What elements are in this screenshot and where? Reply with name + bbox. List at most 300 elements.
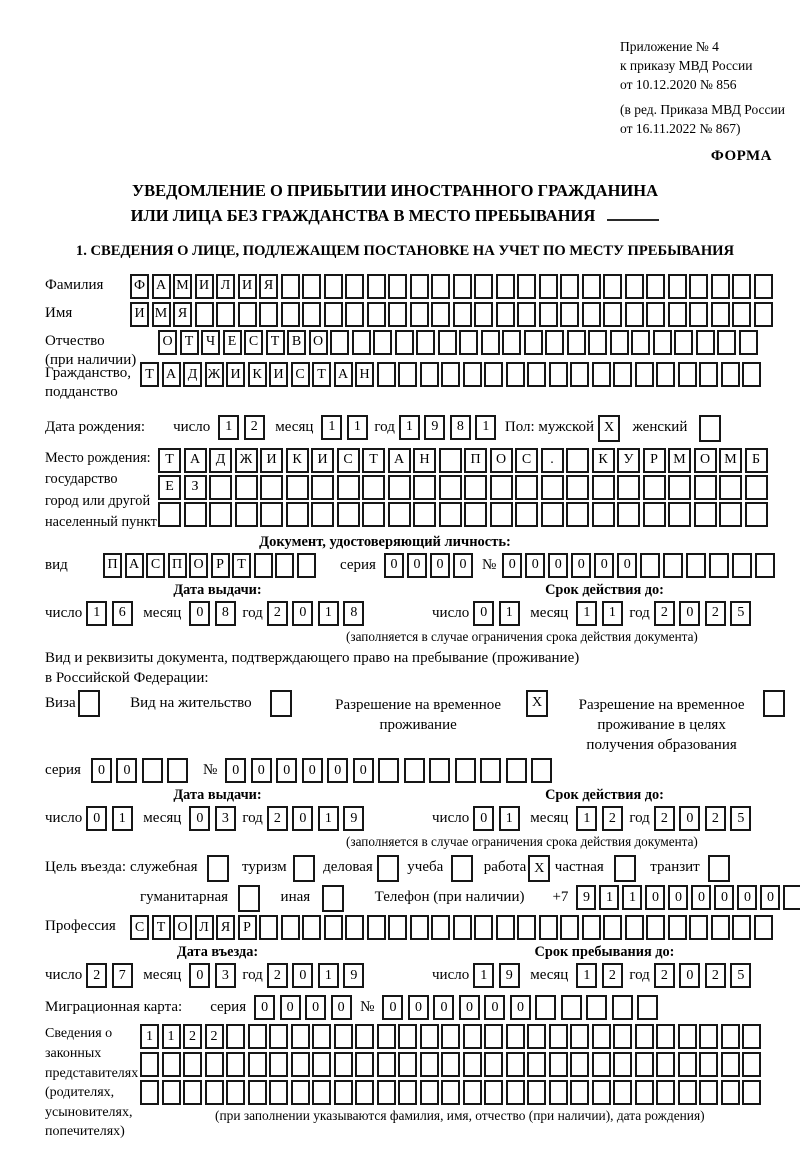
char-cell[interactable] (184, 502, 207, 527)
char-cell[interactable] (635, 1024, 654, 1049)
char-cell[interactable]: Н (413, 448, 436, 473)
char-cell[interactable] (674, 330, 693, 355)
char-cell[interactable] (269, 1052, 288, 1077)
char-cell[interactable] (195, 302, 214, 327)
char-cell[interactable]: 0 (502, 553, 522, 578)
char-cell[interactable] (334, 1024, 353, 1049)
char-cell[interactable] (464, 475, 487, 500)
char-cell[interactable] (324, 915, 343, 940)
char-cell[interactable]: 0 (189, 601, 210, 626)
char-cell[interactable]: А (152, 274, 171, 299)
char-cell[interactable]: Б (745, 448, 768, 473)
char-cell[interactable] (324, 302, 343, 327)
char-cell[interactable] (362, 502, 385, 527)
char-cell[interactable] (275, 553, 294, 578)
char-cell[interactable] (441, 362, 460, 387)
char-cell[interactable] (302, 915, 321, 940)
char-cell[interactable] (286, 475, 309, 500)
char-cell[interactable] (413, 502, 436, 527)
char-cell[interactable]: 0 (484, 995, 505, 1020)
char-cell[interactable] (625, 915, 644, 940)
char-cell[interactable] (549, 1052, 568, 1077)
char-cell[interactable] (582, 302, 601, 327)
char-cell[interactable]: С (515, 448, 538, 473)
char-cell[interactable] (439, 448, 462, 473)
char-cell[interactable]: Я (259, 274, 278, 299)
char-cell[interactable]: X (528, 855, 550, 882)
char-cell[interactable] (431, 302, 450, 327)
char-cell[interactable]: 1 (475, 415, 496, 440)
char-cell[interactable]: 9 (343, 963, 364, 988)
char-cell[interactable] (490, 502, 513, 527)
char-cell[interactable] (209, 475, 232, 500)
char-cell[interactable]: 9 (576, 885, 596, 910)
char-cell[interactable] (140, 1080, 159, 1105)
char-cell[interactable] (524, 330, 543, 355)
char-cell[interactable] (451, 855, 473, 882)
char-cell[interactable]: 0 (382, 995, 403, 1020)
char-cell[interactable] (527, 362, 546, 387)
char-cell[interactable] (431, 915, 450, 940)
char-cell[interactable]: 0 (617, 553, 637, 578)
char-cell[interactable] (745, 502, 768, 527)
char-cell[interactable]: 2 (205, 1024, 224, 1049)
char-cell[interactable] (719, 475, 742, 500)
char-cell[interactable] (588, 330, 607, 355)
char-cell[interactable] (254, 553, 273, 578)
char-cell[interactable]: К (248, 362, 267, 387)
char-cell[interactable] (539, 274, 558, 299)
char-cell[interactable]: 2 (267, 601, 288, 626)
char-cell[interactable] (142, 758, 163, 783)
char-cell[interactable]: 2 (86, 963, 107, 988)
char-cell[interactable]: 0 (407, 553, 427, 578)
char-cell[interactable] (612, 995, 633, 1020)
char-cell[interactable] (617, 502, 640, 527)
char-cell[interactable] (259, 302, 278, 327)
char-cell[interactable] (281, 915, 300, 940)
char-cell[interactable]: 1 (602, 601, 623, 626)
char-cell[interactable] (567, 330, 586, 355)
char-cell[interactable] (668, 475, 691, 500)
char-cell[interactable]: Т (158, 448, 181, 473)
char-cell[interactable] (302, 302, 321, 327)
char-cell[interactable]: 0 (714, 885, 734, 910)
char-cell[interactable] (517, 302, 536, 327)
char-cell[interactable]: 8 (343, 601, 364, 626)
char-cell[interactable] (506, 362, 525, 387)
char-cell[interactable] (635, 362, 654, 387)
char-cell[interactable] (291, 1080, 310, 1105)
char-cell[interactable]: 0 (189, 806, 210, 831)
char-cell[interactable]: Ф (130, 274, 149, 299)
char-cell[interactable]: И (195, 274, 214, 299)
char-cell[interactable] (420, 1052, 439, 1077)
char-cell[interactable]: 0 (645, 885, 665, 910)
char-cell[interactable]: 0 (594, 553, 614, 578)
char-cell[interactable] (377, 1080, 396, 1105)
char-cell[interactable] (783, 885, 800, 910)
char-cell[interactable] (668, 302, 687, 327)
char-cell[interactable]: 0 (737, 885, 757, 910)
char-cell[interactable] (439, 475, 462, 500)
char-cell[interactable]: 1 (162, 1024, 181, 1049)
char-cell[interactable]: 0 (459, 995, 480, 1020)
char-cell[interactable] (561, 995, 582, 1020)
char-cell[interactable]: Р (238, 915, 257, 940)
char-cell[interactable]: 0 (525, 553, 545, 578)
char-cell[interactable] (78, 690, 100, 717)
char-cell[interactable]: 0 (760, 885, 780, 910)
char-cell[interactable]: М (719, 448, 742, 473)
char-cell[interactable] (463, 1052, 482, 1077)
char-cell[interactable]: 0 (430, 553, 450, 578)
char-cell[interactable]: О (694, 448, 717, 473)
char-cell[interactable] (635, 1080, 654, 1105)
char-cell[interactable] (459, 330, 478, 355)
char-cell[interactable] (689, 915, 708, 940)
char-cell[interactable]: 0 (254, 995, 275, 1020)
char-cell[interactable]: 1 (576, 601, 597, 626)
char-cell[interactable] (502, 330, 521, 355)
char-cell[interactable] (699, 415, 721, 442)
char-cell[interactable] (312, 1024, 331, 1049)
char-cell[interactable]: 0 (353, 758, 374, 783)
char-cell[interactable] (238, 302, 257, 327)
char-cell[interactable]: З (184, 475, 207, 500)
char-cell[interactable] (183, 1080, 202, 1105)
char-cell[interactable]: X (526, 690, 548, 717)
char-cell[interactable]: 2 (602, 806, 623, 831)
char-cell[interactable]: 9 (343, 806, 364, 831)
char-cell[interactable]: О (189, 553, 208, 578)
char-cell[interactable]: 1 (599, 885, 619, 910)
char-cell[interactable] (235, 502, 258, 527)
char-cell[interactable] (311, 502, 334, 527)
char-cell[interactable] (235, 475, 258, 500)
char-cell[interactable] (668, 502, 691, 527)
char-cell[interactable]: Ч (201, 330, 220, 355)
char-cell[interactable] (162, 1080, 181, 1105)
char-cell[interactable] (416, 330, 435, 355)
char-cell[interactable] (592, 1052, 611, 1077)
char-cell[interactable] (527, 1080, 546, 1105)
char-cell[interactable] (678, 1024, 697, 1049)
char-cell[interactable] (527, 1052, 546, 1077)
char-cell[interactable] (474, 274, 493, 299)
char-cell[interactable]: 1 (473, 963, 494, 988)
char-cell[interactable] (207, 855, 229, 882)
char-cell[interactable]: К (592, 448, 615, 473)
char-cell[interactable] (453, 302, 472, 327)
char-cell[interactable]: 0 (327, 758, 348, 783)
char-cell[interactable]: 0 (691, 885, 711, 910)
char-cell[interactable] (541, 475, 564, 500)
char-cell[interactable]: В (287, 330, 306, 355)
char-cell[interactable] (420, 1080, 439, 1105)
char-cell[interactable] (484, 1052, 503, 1077)
char-cell[interactable] (248, 1024, 267, 1049)
char-cell[interactable]: X (598, 415, 620, 442)
char-cell[interactable] (711, 302, 730, 327)
char-cell[interactable]: 0 (668, 885, 688, 910)
char-cell[interactable]: 3 (215, 806, 236, 831)
char-cell[interactable] (570, 1024, 589, 1049)
char-cell[interactable]: О (309, 330, 328, 355)
char-cell[interactable]: С (146, 553, 165, 578)
char-cell[interactable]: 1 (399, 415, 420, 440)
char-cell[interactable]: Е (223, 330, 242, 355)
char-cell[interactable] (205, 1080, 224, 1105)
char-cell[interactable] (689, 274, 708, 299)
char-cell[interactable]: Т (232, 553, 251, 578)
char-cell[interactable] (539, 915, 558, 940)
char-cell[interactable] (377, 1052, 396, 1077)
char-cell[interactable] (506, 758, 527, 783)
char-cell[interactable]: 0 (473, 601, 494, 626)
char-cell[interactable] (721, 362, 740, 387)
char-cell[interactable] (541, 502, 564, 527)
char-cell[interactable] (610, 330, 629, 355)
char-cell[interactable]: М (668, 448, 691, 473)
char-cell[interactable]: 0 (571, 553, 591, 578)
char-cell[interactable] (439, 502, 462, 527)
char-cell[interactable] (463, 362, 482, 387)
char-cell[interactable]: Д (209, 448, 232, 473)
char-cell[interactable]: Я (173, 302, 192, 327)
char-cell[interactable] (398, 1024, 417, 1049)
char-cell[interactable]: И (238, 274, 257, 299)
char-cell[interactable]: 0 (292, 806, 313, 831)
char-cell[interactable] (617, 475, 640, 500)
char-cell[interactable] (592, 362, 611, 387)
char-cell[interactable]: 2 (705, 806, 726, 831)
char-cell[interactable] (755, 553, 775, 578)
char-cell[interactable] (226, 1024, 245, 1049)
char-cell[interactable] (162, 1052, 181, 1077)
char-cell[interactable]: 1 (576, 963, 597, 988)
char-cell[interactable] (742, 1080, 761, 1105)
char-cell[interactable] (656, 1080, 675, 1105)
char-cell[interactable]: У (617, 448, 640, 473)
char-cell[interactable] (566, 475, 589, 500)
char-cell[interactable] (248, 1052, 267, 1077)
char-cell[interactable] (260, 502, 283, 527)
char-cell[interactable]: 9 (424, 415, 445, 440)
char-cell[interactable] (689, 302, 708, 327)
char-cell[interactable]: 2 (244, 415, 265, 440)
char-cell[interactable]: 0 (292, 963, 313, 988)
char-cell[interactable] (754, 302, 773, 327)
char-cell[interactable]: А (388, 448, 411, 473)
char-cell[interactable] (259, 915, 278, 940)
char-cell[interactable]: 0 (679, 806, 700, 831)
char-cell[interactable] (183, 1052, 202, 1077)
char-cell[interactable] (668, 915, 687, 940)
char-cell[interactable]: И (226, 362, 245, 387)
char-cell[interactable] (732, 553, 752, 578)
char-cell[interactable] (535, 995, 556, 1020)
char-cell[interactable] (455, 758, 476, 783)
char-cell[interactable] (438, 330, 457, 355)
char-cell[interactable] (711, 274, 730, 299)
char-cell[interactable] (678, 1080, 697, 1105)
char-cell[interactable] (686, 553, 706, 578)
char-cell[interactable] (167, 758, 188, 783)
char-cell[interactable]: 3 (215, 963, 236, 988)
char-cell[interactable] (506, 1024, 525, 1049)
char-cell[interactable]: 8 (215, 601, 236, 626)
char-cell[interactable] (570, 1080, 589, 1105)
char-cell[interactable] (484, 362, 503, 387)
char-cell[interactable]: 1 (499, 806, 520, 831)
char-cell[interactable] (324, 274, 343, 299)
char-cell[interactable]: 0 (384, 553, 404, 578)
char-cell[interactable] (640, 553, 660, 578)
char-cell[interactable] (637, 995, 658, 1020)
char-cell[interactable]: . (541, 448, 564, 473)
char-cell[interactable]: 0 (91, 758, 112, 783)
char-cell[interactable] (490, 475, 513, 500)
char-cell[interactable]: 1 (218, 415, 239, 440)
char-cell[interactable] (480, 758, 501, 783)
char-cell[interactable]: 7 (112, 963, 133, 988)
char-cell[interactable] (496, 915, 515, 940)
char-cell[interactable] (506, 1080, 525, 1105)
char-cell[interactable] (635, 1052, 654, 1077)
char-cell[interactable] (429, 758, 450, 783)
char-cell[interactable] (663, 553, 683, 578)
char-cell[interactable] (694, 475, 717, 500)
char-cell[interactable] (566, 448, 589, 473)
char-cell[interactable] (355, 1024, 374, 1049)
char-cell[interactable]: М (173, 274, 192, 299)
char-cell[interactable]: Д (183, 362, 202, 387)
char-cell[interactable] (719, 502, 742, 527)
char-cell[interactable] (377, 855, 399, 882)
char-cell[interactable] (463, 1024, 482, 1049)
char-cell[interactable]: Н (355, 362, 374, 387)
char-cell[interactable] (515, 502, 538, 527)
char-cell[interactable] (531, 758, 552, 783)
char-cell[interactable] (560, 274, 579, 299)
char-cell[interactable]: 6 (112, 601, 133, 626)
char-cell[interactable]: 0 (292, 601, 313, 626)
char-cell[interactable] (721, 1024, 740, 1049)
char-cell[interactable] (560, 915, 579, 940)
char-cell[interactable] (337, 475, 360, 500)
char-cell[interactable] (699, 1052, 718, 1077)
char-cell[interactable] (721, 1052, 740, 1077)
char-cell[interactable] (367, 274, 386, 299)
char-cell[interactable] (732, 302, 751, 327)
char-cell[interactable] (678, 362, 697, 387)
char-cell[interactable] (515, 475, 538, 500)
char-cell[interactable]: Л (216, 274, 235, 299)
char-cell[interactable]: П (464, 448, 487, 473)
char-cell[interactable] (496, 274, 515, 299)
char-cell[interactable] (293, 855, 315, 882)
char-cell[interactable] (484, 1080, 503, 1105)
char-cell[interactable] (377, 362, 396, 387)
char-cell[interactable]: 1 (86, 601, 107, 626)
char-cell[interactable] (388, 475, 411, 500)
char-cell[interactable] (398, 1080, 417, 1105)
char-cell[interactable] (388, 915, 407, 940)
char-cell[interactable]: Л (195, 915, 214, 940)
char-cell[interactable]: К (286, 448, 309, 473)
char-cell[interactable]: 2 (267, 806, 288, 831)
char-cell[interactable] (441, 1052, 460, 1077)
char-cell[interactable] (582, 915, 601, 940)
char-cell[interactable] (410, 302, 429, 327)
char-cell[interactable] (694, 502, 717, 527)
char-cell[interactable]: С (291, 362, 310, 387)
char-cell[interactable]: 1 (112, 806, 133, 831)
char-cell[interactable]: 1 (499, 601, 520, 626)
char-cell[interactable]: Т (140, 362, 159, 387)
char-cell[interactable]: 2 (705, 601, 726, 626)
char-cell[interactable]: Т (362, 448, 385, 473)
char-cell[interactable]: 0 (679, 601, 700, 626)
char-cell[interactable] (431, 274, 450, 299)
char-cell[interactable] (631, 330, 650, 355)
char-cell[interactable]: Е (158, 475, 181, 500)
char-cell[interactable]: 0 (189, 963, 210, 988)
char-cell[interactable] (378, 758, 399, 783)
char-cell[interactable] (312, 1080, 331, 1105)
char-cell[interactable]: 0 (473, 806, 494, 831)
char-cell[interactable] (582, 274, 601, 299)
char-cell[interactable]: 0 (679, 963, 700, 988)
char-cell[interactable] (742, 1024, 761, 1049)
char-cell[interactable]: О (173, 915, 192, 940)
char-cell[interactable]: 2 (654, 806, 675, 831)
char-cell[interactable]: 1 (622, 885, 642, 910)
char-cell[interactable]: Т (180, 330, 199, 355)
char-cell[interactable] (334, 1052, 353, 1077)
char-cell[interactable]: 0 (433, 995, 454, 1020)
char-cell[interactable] (334, 1080, 353, 1105)
char-cell[interactable] (441, 1024, 460, 1049)
char-cell[interactable]: Ж (235, 448, 258, 473)
char-cell[interactable]: А (184, 448, 207, 473)
char-cell[interactable] (549, 1080, 568, 1105)
char-cell[interactable] (297, 553, 316, 578)
char-cell[interactable]: 0 (548, 553, 568, 578)
char-cell[interactable] (754, 915, 773, 940)
char-cell[interactable]: Р (211, 553, 230, 578)
char-cell[interactable] (668, 274, 687, 299)
char-cell[interactable] (398, 1052, 417, 1077)
char-cell[interactable] (453, 274, 472, 299)
char-cell[interactable]: 0 (305, 995, 326, 1020)
char-cell[interactable] (592, 502, 615, 527)
char-cell[interactable] (732, 915, 751, 940)
char-cell[interactable] (646, 302, 665, 327)
char-cell[interactable]: И (130, 302, 149, 327)
char-cell[interactable] (260, 475, 283, 500)
char-cell[interactable] (474, 915, 493, 940)
char-cell[interactable] (404, 758, 425, 783)
char-cell[interactable]: П (168, 553, 187, 578)
char-cell[interactable]: О (158, 330, 177, 355)
char-cell[interactable] (613, 1052, 632, 1077)
char-cell[interactable] (302, 274, 321, 299)
char-cell[interactable] (603, 274, 622, 299)
char-cell[interactable]: И (311, 448, 334, 473)
char-cell[interactable]: С (244, 330, 263, 355)
